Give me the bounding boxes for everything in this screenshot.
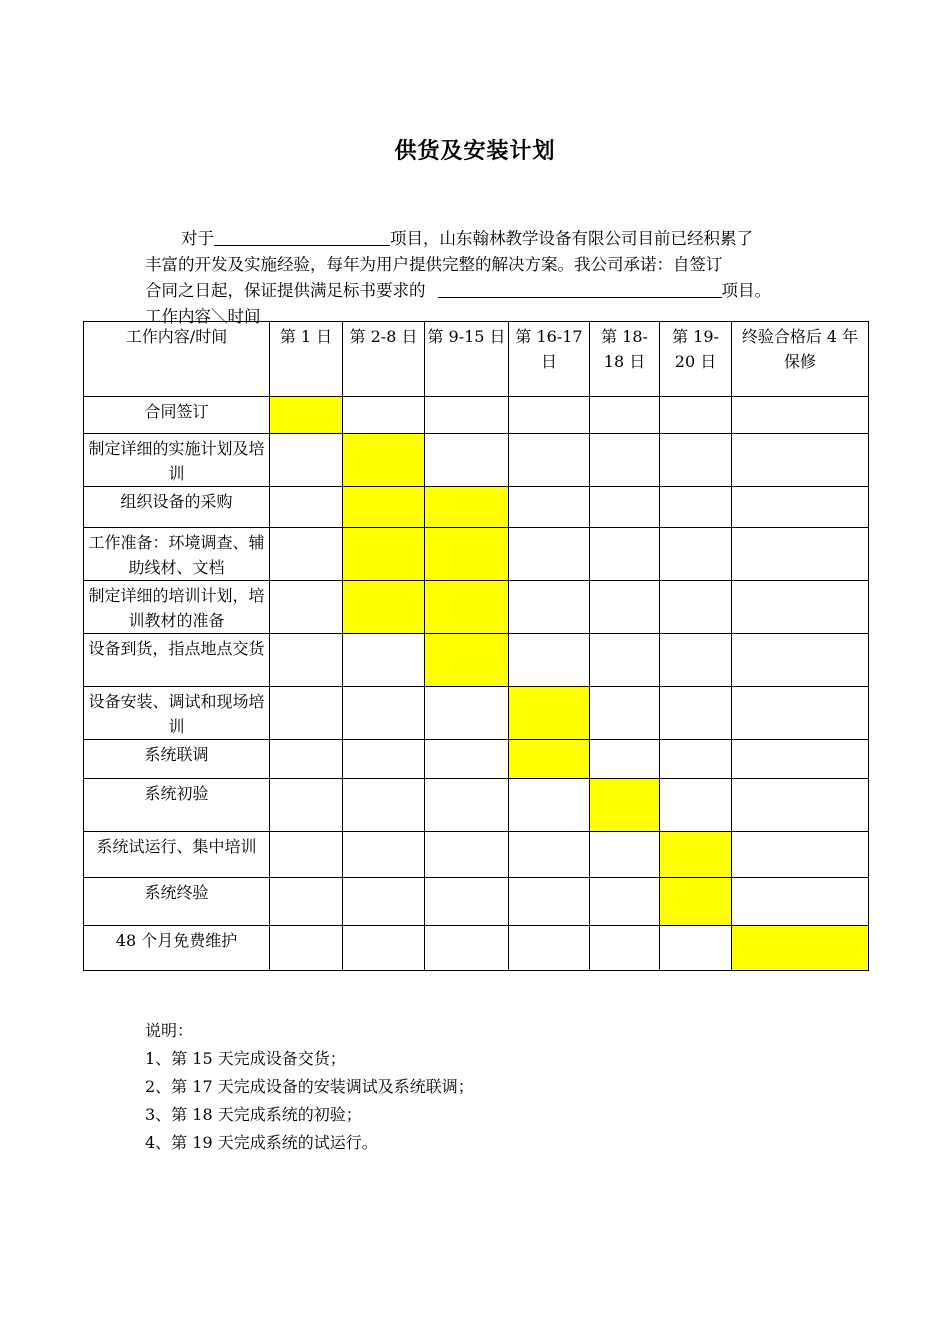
schedule-cell-active [425, 487, 509, 528]
column-header: 第 16-17 日 [509, 322, 590, 397]
table-row [84, 926, 869, 971]
schedule-cell [660, 487, 732, 528]
schedule-cell [509, 878, 590, 926]
schedule-cell [509, 634, 590, 687]
schedule-cell-active [590, 779, 660, 832]
table-caption: 工作内容＼时间 [145, 307, 261, 326]
schedule-cell [732, 740, 869, 779]
schedule-cell-active [425, 528, 509, 581]
schedule-cell [590, 926, 660, 971]
schedule-cell [590, 581, 660, 634]
intro-paragraph [145, 226, 825, 330]
column-header: 第 19-20 日 [660, 322, 732, 397]
intro-line-3 [145, 278, 825, 304]
schedule-cell-active [343, 434, 425, 487]
project-requirement-blank [438, 279, 722, 298]
schedule-cell [732, 634, 869, 687]
column-header: 第 2-8 日 [343, 322, 425, 397]
schedule-cell [425, 926, 509, 971]
schedule-cell [425, 434, 509, 487]
table-row [84, 779, 869, 832]
schedule-cell-active [343, 487, 425, 528]
schedule-cell [270, 581, 343, 634]
schedule-cell [732, 779, 869, 832]
schedule-cell [732, 687, 869, 740]
schedule-cell [590, 487, 660, 528]
intro-text: 项目。 [721, 281, 771, 300]
schedule-cell [732, 397, 869, 434]
schedule-cell [270, 487, 343, 528]
schedule-cell [509, 779, 590, 832]
task-name: 系统试运行、集中培训 [84, 832, 270, 878]
schedule-cell [590, 878, 660, 926]
schedule-cell-active [270, 397, 343, 434]
schedule-cell [660, 397, 732, 434]
schedule-cell [732, 832, 869, 878]
schedule-cell [425, 878, 509, 926]
intro-text: 对于 [181, 229, 214, 248]
schedule-cell [732, 581, 869, 634]
task-name: 设备安装、调试和现场培训 [84, 687, 270, 740]
intro-text: 合同之日起，保证提供满足标书要求的 [145, 281, 426, 300]
table-row [84, 581, 869, 634]
page-title: 供货及安装计划 [394, 138, 556, 164]
schedule-cell [509, 832, 590, 878]
column-header: 第 9-15 日 [425, 322, 509, 397]
schedule-cell [509, 581, 590, 634]
schedule-cell-active [509, 687, 590, 740]
schedule-cell-active [660, 878, 732, 926]
schedule-cell [590, 687, 660, 740]
notes-section [145, 1017, 474, 1157]
column-header: 第 1 日 [270, 322, 343, 397]
schedule-cell [343, 397, 425, 434]
schedule-cell-active [732, 926, 869, 971]
schedule-cell [343, 926, 425, 971]
schedule-cell [660, 434, 732, 487]
schedule-cell [509, 528, 590, 581]
note-item: 3、第 18 天完成系统的初验； [145, 1105, 362, 1124]
schedule-cell-active [343, 528, 425, 581]
intro-text: 项目，山东翰林教学设备有限公司目前已经积累了 [390, 229, 753, 248]
task-name: 系统联调 [84, 740, 270, 779]
table-row [84, 634, 869, 687]
table-row [84, 878, 869, 926]
schedule-cell [343, 878, 425, 926]
table-row [84, 687, 869, 740]
schedule-cell-active [425, 581, 509, 634]
schedule-cell [660, 528, 732, 581]
table-row [84, 397, 869, 434]
schedule-cell [509, 434, 590, 487]
schedule-cell [270, 779, 343, 832]
schedule-cell [660, 687, 732, 740]
intro-line-1 [145, 226, 825, 252]
schedule-cell [590, 434, 660, 487]
intro-line-2: 丰富的开发及实施经验，每年为用户提供完整的解决方案。我公司承诺：自签订 [145, 255, 723, 274]
schedule-cell [509, 926, 590, 971]
schedule-cell [425, 687, 509, 740]
note-item: 4、第 19 天完成系统的试运行。 [145, 1133, 378, 1152]
column-header: 工作内容/时间 [84, 322, 270, 397]
schedule-cell [590, 634, 660, 687]
schedule-cell [590, 740, 660, 779]
schedule-cell-active [660, 832, 732, 878]
schedule-cell [732, 528, 869, 581]
schedule-cell [270, 878, 343, 926]
schedule-table [83, 321, 869, 971]
schedule-cell [270, 832, 343, 878]
schedule-cell [343, 832, 425, 878]
column-header: 终验合格后 4 年保修 [732, 322, 869, 397]
schedule-cell [270, 434, 343, 487]
schedule-cell [660, 740, 732, 779]
schedule-cell [732, 878, 869, 926]
schedule-cell [343, 687, 425, 740]
task-name: 制定详细的实施计划及培训 [84, 434, 270, 487]
header-row [84, 322, 869, 397]
schedule-cell [660, 581, 732, 634]
schedule-cell [270, 740, 343, 779]
schedule-cell [270, 634, 343, 687]
schedule-cell [425, 397, 509, 434]
schedule-cell [343, 740, 425, 779]
table-row [84, 434, 869, 487]
schedule-cell [343, 779, 425, 832]
schedule-cell [660, 926, 732, 971]
schedule-cell [590, 528, 660, 581]
schedule-cell [270, 926, 343, 971]
note-item: 2、第 17 天完成设备的安装调试及系统联调； [145, 1077, 474, 1096]
schedule-cell [732, 487, 869, 528]
schedule-cell [509, 397, 590, 434]
task-name: 组织设备的采购 [84, 487, 270, 528]
project-name-blank [214, 227, 390, 246]
schedule-cell [660, 634, 732, 687]
schedule-cell [509, 487, 590, 528]
column-header: 第 18-18 日 [590, 322, 660, 397]
task-name: 系统初验 [84, 779, 270, 832]
note-item: 1、第 15 天完成设备交货； [145, 1049, 346, 1068]
notes-heading: 说明： [145, 1021, 194, 1040]
table-row [84, 528, 869, 581]
schedule-cell-active [425, 634, 509, 687]
schedule-cell [732, 434, 869, 487]
schedule-cell [660, 779, 732, 832]
table-row [84, 832, 869, 878]
task-name: 制定详细的培训计划，培训教材的准备 [84, 581, 270, 634]
table-row [84, 740, 869, 779]
task-name: 设备到货，指点地点交货 [84, 634, 270, 687]
schedule-cell [343, 634, 425, 687]
schedule-cell-active [343, 581, 425, 634]
task-name: 合同签订 [84, 397, 270, 434]
schedule-cell-active [509, 740, 590, 779]
schedule-cell [590, 397, 660, 434]
schedule-cell [425, 779, 509, 832]
task-name: 48 个月免费维护 [84, 926, 270, 971]
schedule-cell [425, 832, 509, 878]
schedule-cell [270, 528, 343, 581]
schedule-cell [590, 832, 660, 878]
table-row [84, 487, 869, 528]
task-name: 系统终验 [84, 878, 270, 926]
task-name: 工作准备：环境调查、辅助线材、文档 [84, 528, 270, 581]
schedule-cell [425, 740, 509, 779]
schedule-cell [270, 687, 343, 740]
